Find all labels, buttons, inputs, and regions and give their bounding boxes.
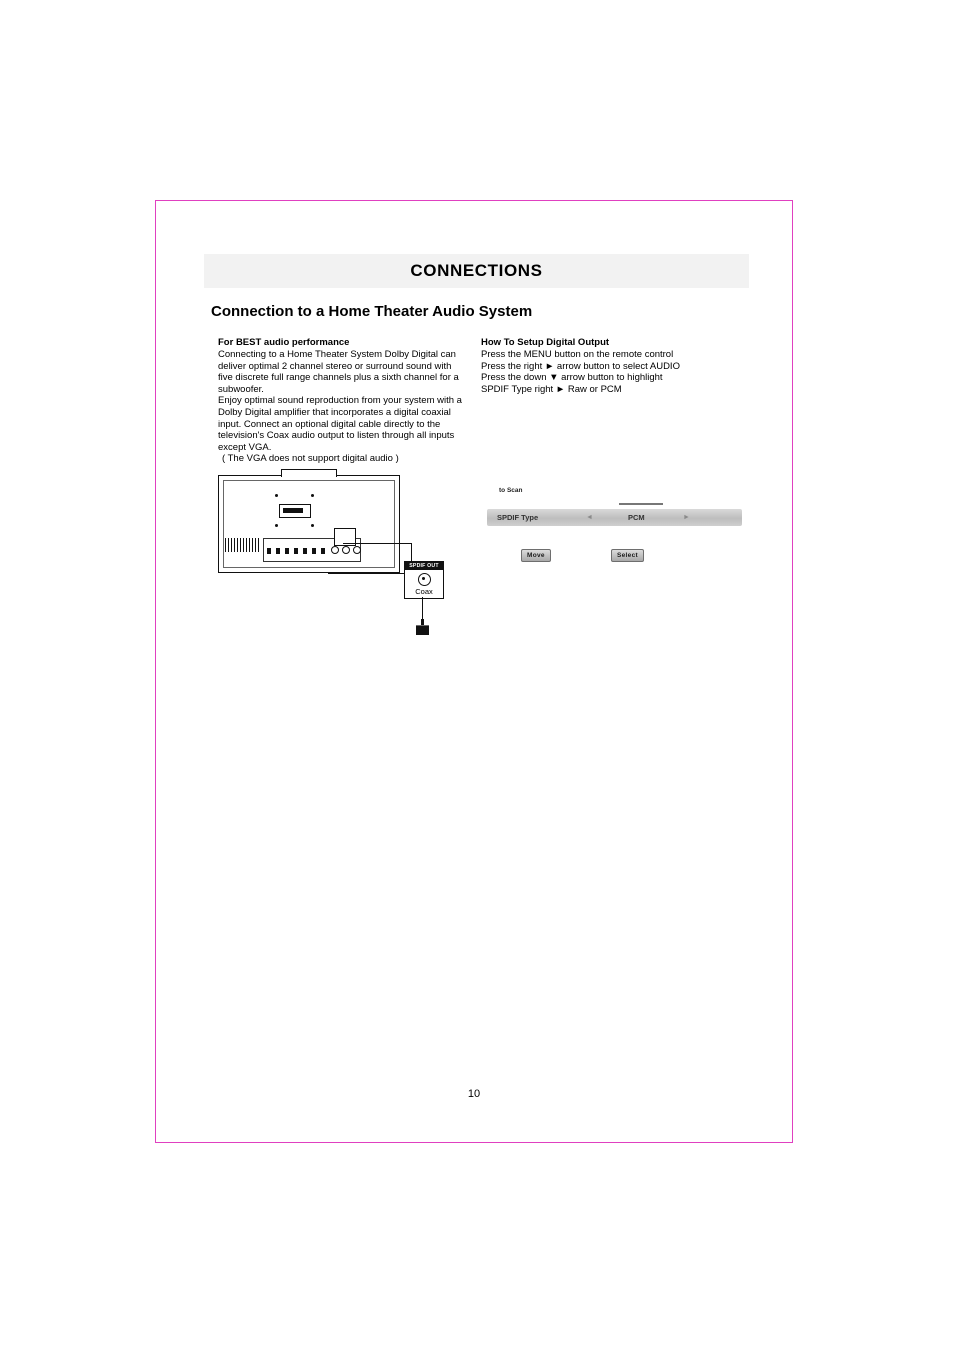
tv-port-row — [267, 548, 327, 554]
osd-row-value: PCM — [628, 513, 645, 523]
spdif-out-label: SPDIF OUT — [405, 562, 443, 570]
tv-jack-row — [331, 546, 361, 554]
tv-chassis — [218, 475, 400, 573]
osd-to-scan-label: to Scan — [499, 487, 523, 495]
manual-page — [155, 200, 793, 1143]
screw-hole-icon — [275, 494, 278, 497]
tv-stand-mount — [281, 469, 337, 477]
osd-spdif-type-row[interactable] — [487, 509, 742, 526]
osd-row-label: SPDIF Type — [497, 513, 539, 523]
setup-step: Press the right ► arrow button to select AUDIO — [481, 360, 680, 372]
rca-jack-icon — [353, 546, 361, 554]
tv-rear-panel-diagram — [218, 475, 458, 645]
right-column-heading: How To Setup Digital Output — [481, 337, 610, 348]
section-banner — [204, 254, 749, 288]
coax-jack-icon — [418, 573, 431, 586]
osd-select-button[interactable]: Select — [611, 549, 644, 562]
coax-plug-icon — [416, 619, 429, 635]
page-title: Connection to a Home Theater Audio System — [211, 303, 533, 320]
left-column — [218, 337, 466, 645]
spdif-out-callout — [404, 561, 444, 599]
setup-step: Press the down ▼ arrow button to highlight — [481, 372, 663, 384]
chevron-right-icon[interactable]: ► — [683, 514, 690, 522]
screw-hole-icon — [275, 524, 278, 527]
callout-leader-line — [343, 543, 411, 544]
page-content — [204, 254, 749, 645]
screw-hole-icon — [311, 524, 314, 527]
vga-note: ( The VGA does not support digital audio ) — [222, 453, 399, 465]
tv-vent-grille — [225, 538, 259, 552]
coax-label: Coax — [415, 586, 433, 596]
callout-leader-line — [328, 573, 412, 574]
setup-step: Press the MENU button on the remote control — [481, 349, 674, 360]
osd-move-button[interactable]: Move — [521, 549, 551, 562]
osd-menu-mock — [481, 487, 749, 597]
osd-divider — [619, 503, 663, 505]
left-column-paragraph-2: Enjoy optimal sound reproduction from your system with a Dolby Digital amplifier that incorporates a digital coaxial input. Connect an optional digital cable directly to the television's Coax audio output to listen through all inputs except VGA. — [218, 395, 462, 453]
rca-jack-icon — [342, 546, 350, 554]
screw-hole-icon — [311, 494, 314, 497]
left-column-paragraph-1: Connecting to a Home Theater System Dolby Digital can deliver optimal 2 channel stereo or surround sound with five discrete full range channels plus a sixth channel for a subwoofer. — [218, 349, 459, 395]
page-number: 10 — [467, 1088, 481, 1100]
rca-jack-icon — [331, 546, 339, 554]
two-column-body — [204, 337, 749, 645]
chevron-left-icon[interactable]: ◄ — [586, 514, 593, 522]
left-column-heading: For BEST audio performance — [218, 337, 350, 348]
right-column — [481, 337, 749, 645]
setup-step: SPDIF Type right ► Raw or PCM — [481, 383, 622, 395]
banner-title: CONNECTIONS — [410, 261, 543, 280]
coax-cable — [422, 597, 423, 621]
tv-connector-block — [279, 504, 311, 518]
plug-pin — [421, 619, 424, 625]
